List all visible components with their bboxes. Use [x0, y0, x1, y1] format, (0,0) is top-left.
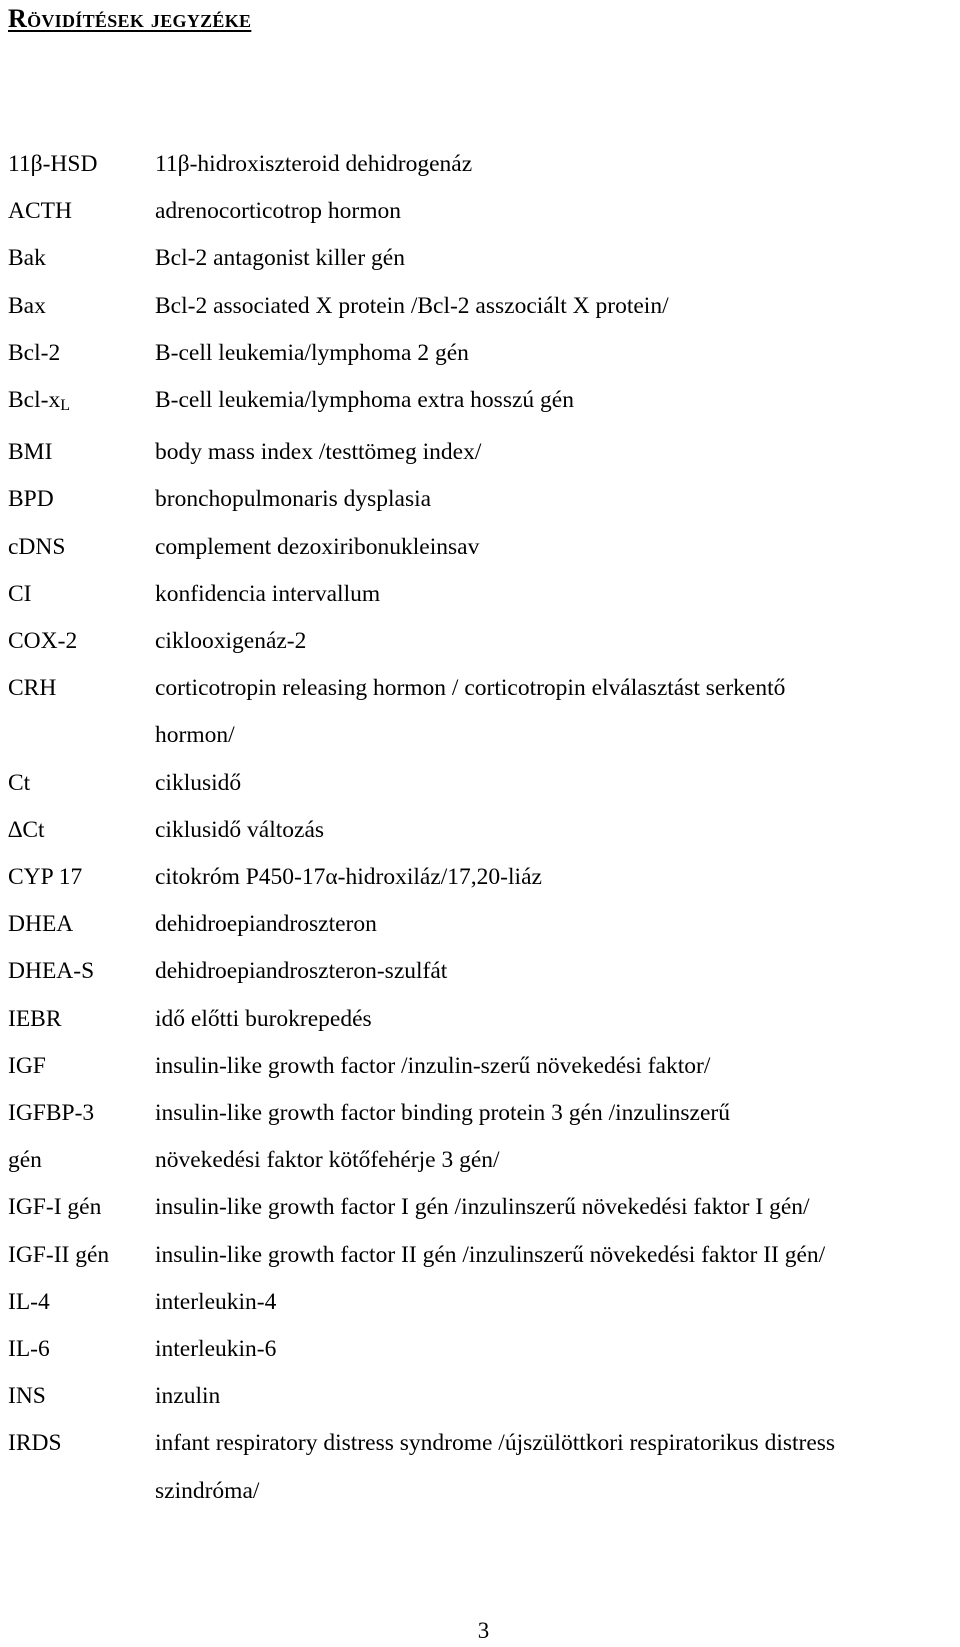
abbreviation-term-text: IL-6 — [8, 1336, 50, 1363]
abbreviation-term — [0, 948, 155, 995]
abbreviation-definition-line: ciklusidő változás — [155, 816, 325, 843]
abbreviation-row — [0, 618, 960, 665]
abbreviation-definition — [155, 283, 960, 330]
abbreviation-definition-line: hormon/ — [155, 722, 235, 749]
abbreviation-definition-line: B-cell leukemia/lymphoma 2 gén — [155, 339, 469, 366]
abbreviation-definition-line: B-cell leukemia/lymphoma extra hosszú gén — [155, 387, 574, 414]
abbreviation-row — [0, 571, 960, 618]
abbreviation-definition — [155, 1090, 960, 1137]
abbreviation-definition-line: dehidroepiandroszteron-szulfát — [155, 958, 448, 985]
abbreviation-definition-line: insulin-like growth factor II gén /inzulinszerű növekedési faktor II gén/ — [155, 1241, 826, 1268]
abbreviation-definition-line: insulin-like growth factor I gén /inzulinszerű növekedési faktor I gén/ — [155, 1194, 810, 1221]
abbreviation-definition — [155, 1420, 960, 1514]
abbreviation-term-text: Bax — [8, 292, 46, 319]
abbreviation-row — [0, 1137, 960, 1184]
abbreviation-term — [0, 1326, 155, 1373]
abbreviation-definition-line: dehidroepiandroszteron — [155, 911, 377, 938]
abbreviation-row — [0, 996, 960, 1043]
abbreviation-term — [0, 330, 155, 377]
abbreviation-definition — [155, 1184, 960, 1231]
abbreviation-definition — [155, 524, 960, 571]
abbreviation-row — [0, 1326, 960, 1373]
abbreviation-definition — [155, 1043, 960, 1090]
abbreviation-row — [0, 188, 960, 235]
abbreviation-term-text: gén — [8, 1147, 42, 1174]
abbreviation-term-text: Bcl-x — [8, 387, 61, 414]
abbreviation-definition — [155, 188, 960, 235]
abbreviation-term-text: IEBR — [8, 1005, 62, 1032]
abbreviation-term — [0, 524, 155, 571]
abbreviation-row — [0, 760, 960, 807]
abbreviation-definition-line: interleukin-6 — [155, 1336, 277, 1363]
abbreviation-term-text: IGF-II gén — [8, 1241, 110, 1268]
abbreviation-term — [0, 1184, 155, 1231]
abbreviation-row — [0, 377, 960, 429]
abbreviation-definition — [155, 235, 960, 282]
abbreviation-definition-line: ciklusidő — [155, 769, 242, 796]
abbreviation-term-text: BPD — [8, 486, 54, 513]
abbreviation-definition-line: citokróm P450-17α-hidroxiláz/17,20-liáz — [155, 864, 542, 891]
abbreviation-definition-line: insulin-like growth factor /inzulin-szerű növekedési faktor/ — [155, 1052, 711, 1079]
abbreviation-term-text: ACTH — [8, 198, 72, 225]
abbreviation-term — [0, 901, 155, 948]
abbreviation-row — [0, 854, 960, 901]
abbreviation-row — [0, 235, 960, 282]
abbreviation-definition — [155, 665, 960, 759]
abbreviation-row — [0, 524, 960, 571]
abbreviation-row — [0, 1232, 960, 1279]
abbreviation-term-text: Ct — [8, 769, 31, 796]
abbreviation-term — [0, 854, 155, 901]
abbreviation-term-text: COX-2 — [8, 628, 78, 655]
abbreviation-definition — [155, 377, 960, 424]
abbreviation-definition-line: corticotropin releasing hormon / corticotropin elválasztást serkentő — [155, 675, 786, 702]
abbreviation-definition — [155, 141, 960, 188]
abbreviation-definition — [155, 1326, 960, 1373]
abbreviation-definition — [155, 1137, 960, 1184]
abbreviation-term-text: IGF — [8, 1052, 46, 1079]
abbreviation-term-text: CRH — [8, 675, 57, 702]
abbreviation-term-text: IL-4 — [8, 1288, 50, 1315]
abbreviation-definition — [155, 854, 960, 901]
abbreviation-row — [0, 901, 960, 948]
abbreviation-term-text: Bcl-2 — [8, 339, 61, 366]
abbreviation-row — [0, 330, 960, 377]
abbreviation-row — [0, 476, 960, 523]
abbreviation-definition-line: 11β-hidroxiszteroid dehidrogenáz — [155, 151, 473, 177]
abbreviation-term-text: CI — [8, 580, 32, 607]
abbreviation-row — [0, 1373, 960, 1420]
abbreviation-definition-line: konfidencia intervallum — [155, 580, 381, 607]
abbreviation-definition — [155, 1373, 960, 1420]
abbreviation-term-text: DHEA-S — [8, 958, 95, 985]
abbreviation-row — [0, 141, 960, 188]
abbreviation-definition — [155, 476, 960, 523]
abbreviation-definition-line: ciklooxigenáz-2 — [155, 628, 307, 655]
abbreviation-definition-line: idő előtti burokrepedés — [155, 1005, 372, 1032]
abbreviation-definition-line: complement dezoxiribonukleinsav — [155, 533, 480, 560]
abbreviation-definition-line: interleukin-4 — [155, 1288, 277, 1315]
abbreviation-row — [0, 1279, 960, 1326]
abbreviation-row — [0, 665, 960, 759]
abbreviation-term-text: INS — [8, 1383, 46, 1410]
abbreviation-row — [0, 1420, 960, 1514]
abbreviation-row — [0, 948, 960, 995]
abbreviation-definition-line: inzulin — [155, 1383, 221, 1410]
abbreviation-definition-line: Bcl-2 antagonist killer gén — [155, 245, 405, 272]
page-number — [0, 1618, 960, 1644]
abbreviation-term — [0, 377, 155, 429]
abbreviation-definition-line: bronchopulmonaris dysplasia — [155, 486, 432, 513]
abbreviation-term — [0, 1232, 155, 1279]
abbreviation-term — [0, 760, 155, 807]
abbreviation-term — [0, 188, 155, 235]
abbreviation-definition-line: adrenocorticotrop hormon — [155, 198, 402, 225]
abbreviation-term — [0, 996, 155, 1043]
abbreviation-definition — [155, 571, 960, 618]
abbreviation-term — [0, 1279, 155, 1326]
abbreviation-term-text: IGFBP-3 — [8, 1100, 95, 1127]
abbreviation-definition — [155, 807, 960, 854]
abbreviation-term — [0, 1373, 155, 1420]
abbreviation-row — [0, 807, 960, 854]
abbreviation-term — [0, 1043, 155, 1090]
abbreviation-definition-line: infant respiratory distress syndrome /újszülöttkori respiratorikus distress — [155, 1430, 836, 1457]
abbreviation-row — [0, 1090, 960, 1137]
abbreviation-row — [0, 429, 960, 476]
abbreviation-term — [0, 807, 155, 854]
abbreviation-term — [0, 571, 155, 618]
abbreviation-term-text: IGF-I gén — [8, 1194, 102, 1221]
abbreviation-definition — [155, 429, 960, 476]
abbreviation-term — [0, 1420, 155, 1467]
abbreviation-definition-line: növekedési faktor kötőfehérje 3 gén/ — [155, 1147, 500, 1174]
abbreviation-term-text: CYP 17 — [8, 864, 83, 891]
page-title: Rövidítések jegyzéke — [8, 4, 252, 33]
abbreviation-definition — [155, 618, 960, 665]
abbreviation-term-text: IRDS — [8, 1430, 62, 1457]
abbreviation-term-subscript: L — [60, 397, 70, 415]
page-number-text: 3 — [477, 1618, 490, 1643]
abbreviation-term — [0, 283, 155, 330]
abbreviation-row — [0, 283, 960, 330]
abbreviation-term — [0, 1090, 155, 1137]
abbreviation-term — [0, 618, 155, 665]
abbreviation-term-text: Bak — [8, 245, 46, 272]
abbreviation-definition — [155, 948, 960, 995]
abbreviation-term — [0, 665, 155, 712]
abbreviation-definition-line: szindróma/ — [155, 1477, 260, 1504]
abbreviation-definition — [155, 330, 960, 377]
abbreviation-term-text: ∆Ct — [8, 816, 45, 843]
abbreviation-term-text: BMI — [8, 439, 53, 466]
abbreviation-definition — [155, 996, 960, 1043]
abbreviation-definition-line: Bcl-2 associated X protein /Bcl-2 asszociált X protein/ — [155, 292, 669, 319]
abbreviation-definition — [155, 760, 960, 807]
abbreviation-definition-line: body mass index /testtömeg index/ — [155, 439, 482, 466]
abbreviation-term — [0, 429, 155, 476]
abbreviation-definition — [155, 1232, 960, 1279]
abbreviation-term — [0, 1137, 155, 1184]
abbreviation-term — [0, 141, 155, 188]
abbreviation-row — [0, 1043, 960, 1090]
abbreviation-row — [0, 1184, 960, 1231]
abbreviation-term-text: 11β-HSD — [8, 151, 98, 177]
abbreviation-list — [0, 141, 960, 1515]
abbreviation-definition — [155, 1279, 960, 1326]
abbreviation-definition — [155, 901, 960, 948]
abbreviation-definition-line: insulin-like growth factor binding protein 3 gén /inzulinszerű — [155, 1100, 730, 1127]
abbreviation-term-text: DHEA — [8, 911, 74, 938]
abbreviation-term — [0, 476, 155, 523]
abbreviation-term-text: cDNS — [8, 533, 66, 560]
abbreviation-term — [0, 235, 155, 282]
